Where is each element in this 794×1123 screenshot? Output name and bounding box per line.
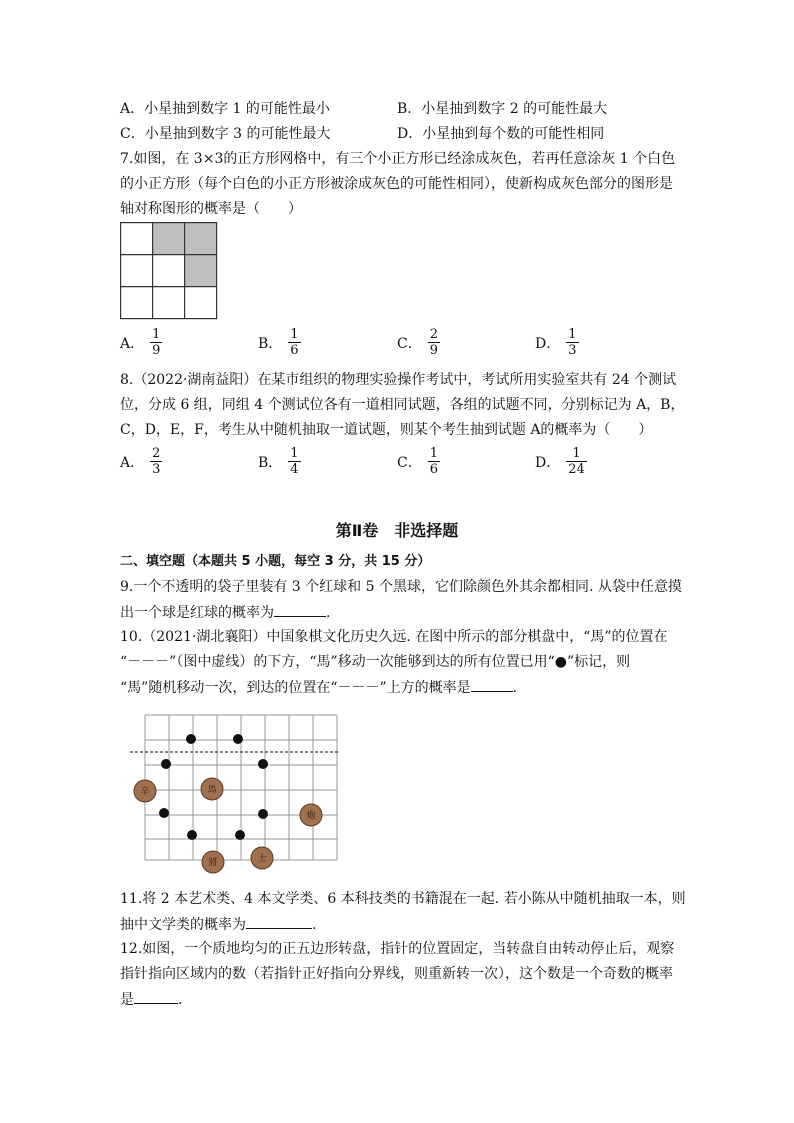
q12-answer-blank[interactable] (134, 989, 178, 1004)
q7-option-a: A． $\frac{1}{9}$ (120, 327, 161, 358)
q7-option-b: B． $\frac{1}{6}$ (258, 327, 299, 358)
q6-option-c: C．小星抽到数字 3 的可能性最大 (120, 126, 331, 142)
q7-text-line3: 轴对称图形的概率是（ ） (120, 201, 302, 217)
q11-text-line2-content: 抽中文学类的概率为 (120, 917, 246, 933)
q8-option-a: A． $\frac{2}{3}$ (120, 446, 161, 477)
q8-text-line2: 位，分成 6 组，同组 4 个测试位各有一道相同试题，各组的试题不同，分别标记为 A，B， (120, 397, 685, 413)
grid-shaded-cell (184, 223, 216, 255)
q7-text-line2: 的小正方形（每个白色的小正方形被涂成灰色的可能性相同），使新构成灰色部分的图形是 (120, 176, 673, 192)
q9-period: . (326, 605, 331, 621)
q7-option-d: D． $\frac{1}{3}$ (535, 327, 577, 358)
q10-period: . (512, 680, 518, 696)
q10-text-line3-content: “馬”随机移动一次，到达的位置在“－－－”上方的概率是 (120, 680, 471, 696)
q11-answer-blank[interactable] (246, 914, 312, 929)
target-dot (186, 734, 196, 744)
q7-grid-figure (120, 222, 220, 322)
target-dot (258, 759, 268, 769)
q9-text-line1: 9.一个不透明的袋子里装有 3 个红球和 5 个黑球，它们除颜色外其余都相同. 从袋中任意摸 (120, 579, 682, 595)
q10-chess-board-figure (128, 712, 343, 874)
q9-text-line2-content: 出一个球是红球的概率为 (120, 605, 274, 621)
q10-text-line2: “－－－”（图中虚线）的下方，“馬”移动一次能够到达的所有位置已用“●”标记，则 (120, 654, 631, 670)
part2-section-heading: 二、填空题（本题共 5 小题，每空 3 分，共 15 分） (120, 554, 431, 569)
svg-text:辛: 辛 (140, 787, 150, 797)
q9-answer-blank[interactable] (274, 602, 326, 617)
q8-option-b: B． $\frac{1}{4}$ (258, 446, 299, 477)
q12-text-line3-content: 是 (120, 992, 134, 1008)
q11-text-line1: 11.将 2 本艺术类、4 本文学类、6 本科技类的书籍混在一起. 若小陈从中随机抽取一本，则 (120, 891, 686, 907)
target-dot (159, 808, 169, 818)
q9-text-line2 (120, 602, 330, 623)
q10-answer-blank[interactable] (471, 677, 513, 692)
q8-text-line1: 8.（2022·湖南益阳）在某市组织的物理实验操作考试中，考试所用实验室共有 24 个测试 (120, 372, 677, 388)
svg-text:將: 將 (208, 858, 218, 868)
q12-text-line1: 12.如图，一个质地均匀的正五边形转盘，指针的位置固定，当转盘自由转动停止后，观察 (120, 941, 675, 957)
chess-piece-jiang (202, 851, 224, 873)
q8-option-c: C． $\frac{1}{6}$ (397, 446, 438, 477)
target-dot (258, 809, 268, 819)
q12-period: . (178, 992, 183, 1008)
svg-text:士: 士 (257, 854, 267, 864)
svg-text:炮: 炮 (306, 811, 316, 821)
q11-text-line2 (120, 914, 316, 935)
target-dot (161, 759, 171, 769)
q8-text-line3: C，D，E，F，考生从中随机抽取一道试题，则某个考生抽到试题 A的概率为（ ） (120, 422, 653, 438)
chess-piece-xin (134, 780, 156, 802)
target-dot (233, 734, 243, 744)
chess-piece-shi (251, 847, 273, 869)
q10-text-line3 (120, 677, 517, 698)
grid-shaded-cell (152, 223, 184, 255)
target-dot (235, 830, 245, 840)
q11-period: . (312, 917, 317, 933)
q12-text-line3 (120, 989, 182, 1010)
q10-text-line1: 10.（2021·湖北襄阳）中国象棋文化历史久远. 在图中所示的部分棋盘中，“馬”的位置在 (120, 629, 668, 645)
q6-option-d: D．小星抽到每个数的可能性相同 (397, 126, 605, 142)
part2-title: 第Ⅱ卷 非选择题 (335, 521, 459, 540)
q8-option-d: D． $\frac{1}{24}$ (535, 446, 585, 477)
target-dot (187, 830, 197, 840)
chess-piece-pao (300, 804, 322, 826)
q12-text-line2: 指针指向区域内的数（若指针正好指向分界线，则重新转一次），这个数是一个奇数的概率 (120, 966, 673, 982)
q6-option-a: A．小星抽到数字 1 的可能性最小 (120, 101, 330, 117)
q6-option-b: B．小星抽到数字 2 的可能性最大 (397, 101, 608, 117)
grid-shaded-cell (184, 255, 216, 287)
chess-piece-horse (201, 778, 223, 800)
q7-option-c: C． $\frac{2}{9}$ (397, 327, 438, 358)
svg-text:馬: 馬 (207, 785, 217, 795)
q7-text-line1: 7.如图，在 3×3的正方形网格中，有三个小正方形已经涂成灰色，若再任意涂灰 1 个白色 (120, 151, 676, 167)
